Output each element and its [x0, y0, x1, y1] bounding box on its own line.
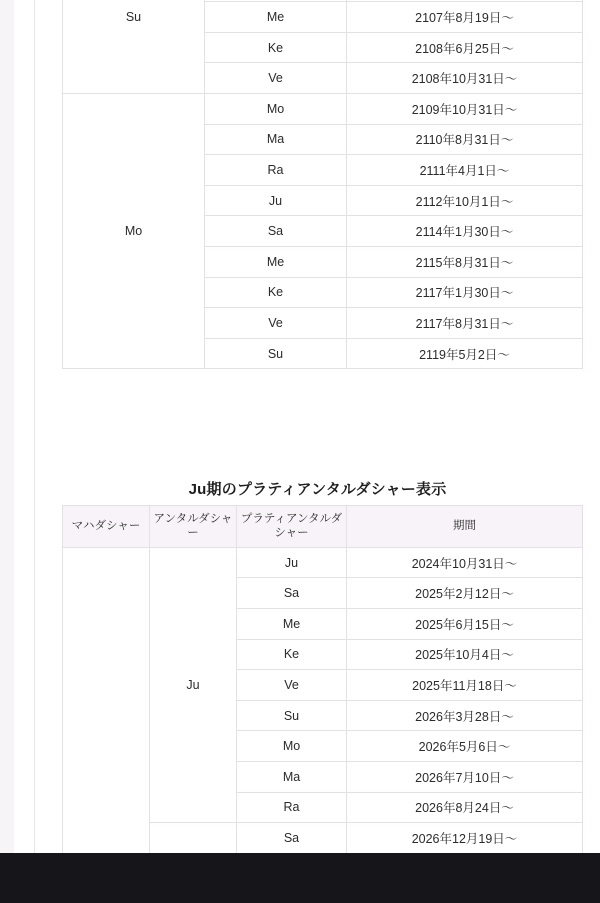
antardasha-cell: Su	[205, 338, 347, 369]
term-cell: 2026年3月28日〜	[347, 700, 583, 731]
left-rail-inner	[14, 0, 34, 853]
term-cell: 2117年1月30日〜	[347, 277, 583, 308]
pratyantardasha-cell: Mo	[237, 731, 347, 762]
term-cell: 2026年5月6日〜	[347, 731, 583, 762]
column-header: プラティアンタルダシャー	[237, 506, 347, 548]
pratyantardasha-cell: Ra	[237, 792, 347, 823]
term-cell: 2107年8月19日〜	[347, 2, 583, 33]
term-cell: 2024年10月31日〜	[347, 547, 583, 578]
table-header-row	[63, 506, 583, 548]
antardasha-cell: Ju	[150, 547, 237, 822]
pratyantardasha-cell: Ju	[237, 547, 347, 578]
left-rail-outer	[0, 0, 14, 853]
pratyantardasha-cell: Ke	[237, 639, 347, 670]
term-cell: 2112年10月1日〜	[347, 185, 583, 216]
term-cell: 2115年8月31日〜	[347, 246, 583, 277]
term-cell: 2119年5月2日〜	[347, 338, 583, 369]
column-header: マハダシャー	[63, 506, 150, 548]
antardasha-cell: Ve	[205, 308, 347, 339]
antardasha-cell: Ve	[205, 63, 347, 94]
mahadasha-cell: Mo	[63, 93, 205, 368]
term-cell: 2109年10月31日〜	[347, 93, 583, 124]
column-header: アンタルダシャー	[150, 506, 237, 548]
term-cell: 2111年4月1日〜	[347, 155, 583, 186]
mahadasha-cell	[63, 547, 150, 853]
antardasha-cell: Ra	[205, 155, 347, 186]
pratyantardasha-cell: Ve	[237, 670, 347, 701]
antardasha-cell: Ju	[205, 185, 347, 216]
term-cell: 2025年11月18日〜	[347, 670, 583, 701]
term-cell: 2114年1月30日〜	[347, 216, 583, 247]
antardasha-cell: Ke	[205, 32, 347, 63]
antardasha-cell: Mo	[205, 93, 347, 124]
dasha-table-bottom-wrapper	[62, 505, 583, 853]
pratyantardasha-cell: Me	[237, 608, 347, 639]
antardasha-cell: Me	[205, 2, 347, 33]
antardasha-cell: Sa	[205, 216, 347, 247]
document-content	[35, 0, 600, 853]
table-row	[63, 93, 583, 124]
mahadasha-cell: Su	[63, 0, 205, 93]
pratyantardasha-cell: Sa	[237, 578, 347, 609]
dasha-table-top-wrapper	[62, 0, 583, 369]
term-cell: 2026年8月24日〜	[347, 792, 583, 823]
term-cell: 2025年6月15日〜	[347, 608, 583, 639]
pratyantardasha-cell: Ma	[237, 761, 347, 792]
pratyantardasha-cell: Sa	[237, 823, 347, 853]
dasha-table-top	[62, 0, 583, 369]
bottom-bar	[0, 853, 600, 903]
dasha-table-bottom	[62, 505, 583, 853]
term-cell: 2026年7月10日〜	[347, 761, 583, 792]
term-cell: 2025年10月4日〜	[347, 639, 583, 670]
antardasha-cell: Me	[205, 246, 347, 277]
antardasha-cell	[150, 823, 237, 853]
term-cell: 2110年8月31日〜	[347, 124, 583, 155]
term-cell: 2025年2月12日〜	[347, 578, 583, 609]
table-row	[63, 547, 583, 578]
antardasha-cell: Ma	[205, 124, 347, 155]
term-cell: 2026年12月19日〜	[347, 823, 583, 853]
term-cell: 2108年6月25日〜	[347, 32, 583, 63]
term-cell: 2108年10月31日〜	[347, 63, 583, 94]
page-title: Ju期のプラティアンタルダシャー表示	[188, 481, 447, 498]
antardasha-cell: Ke	[205, 277, 347, 308]
pratyantardasha-cell: Su	[237, 700, 347, 731]
term-cell: 2117年8月31日〜	[347, 308, 583, 339]
column-header: 期間	[347, 506, 583, 548]
